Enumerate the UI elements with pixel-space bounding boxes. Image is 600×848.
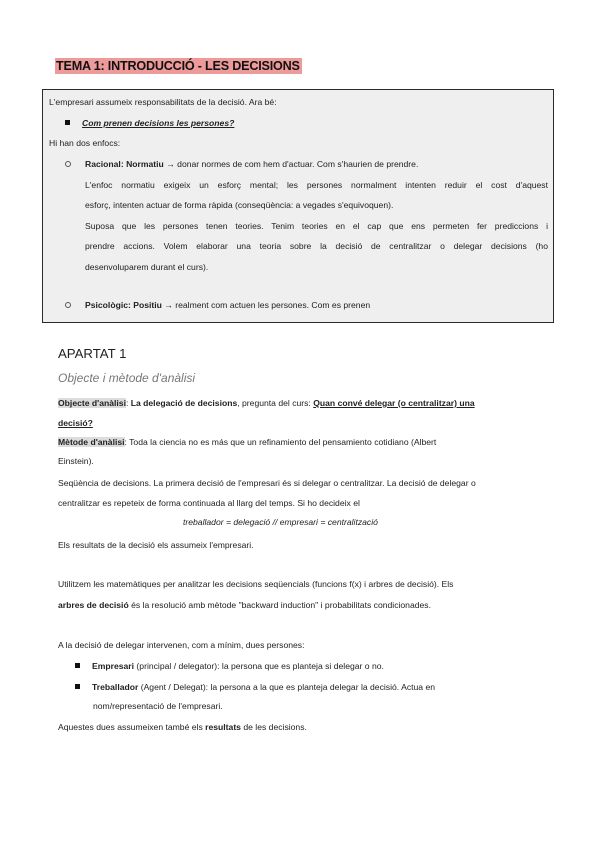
square-bullet-icon [75,663,80,668]
method-label: Mètode d'anàlisi [58,437,125,447]
psych-text: → realment com actuen les persones. Com es prenen [161,300,371,310]
empresari-label: Empresari [92,661,135,671]
method-line-1 [58,437,436,447]
formula-line: treballador = delegació // empresari = centralització [183,517,378,527]
rational-item [65,154,418,175]
question-text: Com prenen decisions les persones? [82,118,235,128]
math-bold: arbres de decisió [58,600,129,610]
rational-label: Racional: Normatiu [85,159,164,169]
last-bold: resultats [205,722,241,732]
question-item [65,113,234,134]
empresari-item [75,661,384,671]
treballador-item [75,682,435,692]
object-question-1: Quan convé delegar (o centralitzar) una [313,398,475,408]
square-bullet-icon [65,120,70,125]
treballador-line-2: nom/representació de l'empresari. [93,701,223,711]
intro-line: L'empresari assumeix responsabilitats de la decisió. Ara bé: [49,97,277,107]
section-subheading: Objecte i mètode d'anàlisi [58,371,196,385]
object-line-1: Objecte d'anàlisi: La delegació de decisions, pregunta del curs: Quan convé delegar (o centralitzar) una [58,398,475,408]
method-line-2: Einstein). [58,456,94,466]
method-text-1: : Toda la ciencia no es más que un refinamiento del pensamiento cotidiano (Albert [124,437,437,447]
intro-box [42,89,554,323]
math-line-2 [58,600,431,610]
object-line-2 [58,418,93,428]
section-heading: APARTAT 1 [58,346,127,361]
sequence-line-2: centralitzar es repeteix de forma continuada al llarg del temps. Si ho decideix el [58,498,360,508]
treballador-text-1: (Agent / Delegat): la persona a la que es planteja delegar la decisió. Actua en [138,682,436,692]
empresari-text: (principal / delegator): la persona que es planteja si delegar o no. [134,661,384,671]
psych-item [65,295,370,316]
last-text-1: Aquestes dues assumeixen també els [58,722,206,732]
theory-line-2: prendre accions. Volem elaborar una teoria sobre la decisió de centralitzar o delegar decisions (ho [85,241,548,251]
square-bullet-icon [75,684,80,689]
normative-line-1: L'enfoc normatiu exigeix un esforç mental; les persones normalment intenten reduir el cost d'aquest [85,180,548,190]
page-title: TEMA 1: INTRODUCCIÓ - LES DECISIONS [56,59,300,73]
circle-bullet-icon [65,161,71,167]
object-mid: , pregunta del curs: [237,398,314,408]
circle-bullet-icon [65,302,71,308]
treballador-label: Treballador [92,682,139,692]
last-line [58,722,307,732]
rational-text: → donar normes de com hem d'actuar. Com s'haurien de prendre. [163,159,419,169]
theory-line-3: desenvoluparem durant el curs). [85,262,209,272]
object-label: Objecte d'anàlisi [58,398,126,408]
math-line-1: Utilitzem les matemàtiques per analitzar les decisions seqüencials (funcions f(x) i arbres de decisió). Els [58,579,454,589]
sequence-line-1: Seqüència de decisions. La primera decisió de l'empresari és si delegar o centralitzar. La decisió de delegar o [58,478,476,488]
last-text-2: de les decisions. [240,722,307,732]
psych-label: Psicològic: Positiu [85,300,162,310]
object-question-2: decisió? [58,418,93,428]
math-rest: és la resolució amb mètode "backward induction" i probabilitats condicionades. [128,600,431,610]
normative-line-2: esforç, intenten actuar de forma ràpida (conseqüència: a vegades s'equivoquen). [85,200,394,210]
results-line: Els resultats de la decisió els assumeix l'empresari. [58,540,254,550]
approaches-line: Hi han dos enfocs: [49,138,121,148]
delegation-intro: A la decisió de delegar intervenen, com a mínim, dues persones: [58,640,305,650]
theory-line-1: Suposa que les persones tenen teories. Tenim teories en el cap que ens permeten fer prediccions i [85,221,548,231]
object-bold: La delegació de decisions [130,398,238,408]
